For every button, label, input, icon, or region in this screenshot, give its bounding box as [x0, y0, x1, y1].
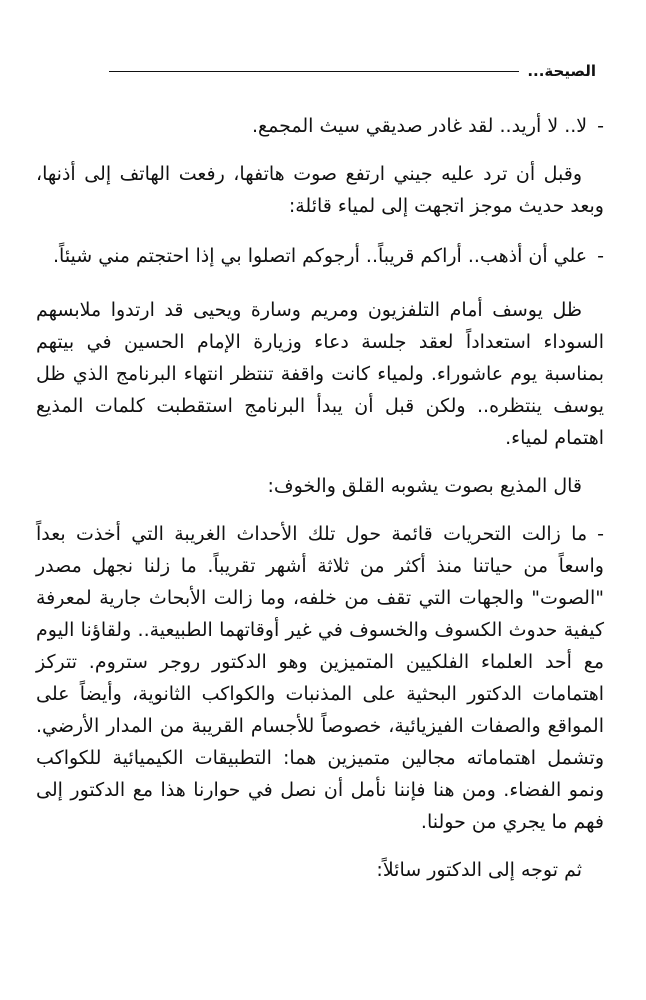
chapter-title: الصيحة...	[527, 62, 596, 80]
dialog-text: علي أن أذهب.. أراكم قريباً.. أرجوكم اتصلوا بي إذا احتجتم مني شيئاً.	[52, 245, 588, 267]
dialog-dash: -	[597, 523, 604, 545]
dialog-dash: -	[597, 115, 604, 137]
dialog-line	[36, 110, 604, 142]
running-header	[40, 58, 596, 84]
dialog-text: لا.. لا أريد.. لقد غادر صديقي سيث المجمع.	[251, 115, 588, 137]
dialog-line	[36, 518, 604, 838]
narrative-paragraph: ظل يوسف أمام التلفزيون ومريم وسارة ويحيى قد ارتدوا ملابسهم السوداء استعداداً لعقد جلسة دعاء وزيارة الإمام الحسين في بيتهم بمناسبة يوم عاشوراء. ولمياء كانت واقفة تنتظر انتهاء البرنامج الذي ظل يوسف ينتظره.. ولكن قبل أن يبدأ البرنامج استقطبت كلمات المذيع اهتمام لمياء.	[36, 299, 604, 449]
dialog-dash: -	[597, 245, 604, 267]
header-rule	[109, 71, 519, 72]
narrative-paragraph: ثم توجه إلى الدكتور سائلاً:	[376, 859, 582, 881]
dialog-text: ما زالت التحريات قائمة حول تلك الأحداث الغريبة التي أخذت بعداً واسعاً من حياتنا منذ أكثر من ثلاثة أشهر تقريباً. ما زلنا نجهل مصدر "الصوت" والجهات التي تقف من خلفه، وما زالت الأبحاث جارية لمعرفة كيفية حدوث الكسوف والخسوف في غير أوقاتهما الطبيعية.. ولقاؤنا اليوم مع أحد العلماء الفلكيين المتميزين وهو الدكتور روجر ستروم. تتركز اهتمامات الدكتور البحثية على المذنبات والكواكب الثانوية، وأيضاً على المواقع والصفات الفيزيائية، خصوصاً للأجسام القريبة من المدار الأرضي. وتشمل اهتماماته مجالين متميزين هما: التطبيقات الكيميائية للكواكب ونمو الفضاء. ومن هنا فإننا نأمل أن نصل في حوارنا هذا مع الدكتور إلى فهم ما يجري من حولنا.	[36, 523, 604, 833]
narrative-paragraph: وقبل أن ترد عليه جيني ارتفع صوت هاتفها، رفعت الهاتف إلى أذنها، وبعد حديث موجز اتجهت إلى لمياء قائلة:	[36, 163, 604, 217]
narrative-paragraph: قال المذيع بصوت يشوبه القلق والخوف:	[267, 475, 582, 497]
dialog-line	[36, 240, 604, 272]
page-body	[36, 110, 604, 886]
